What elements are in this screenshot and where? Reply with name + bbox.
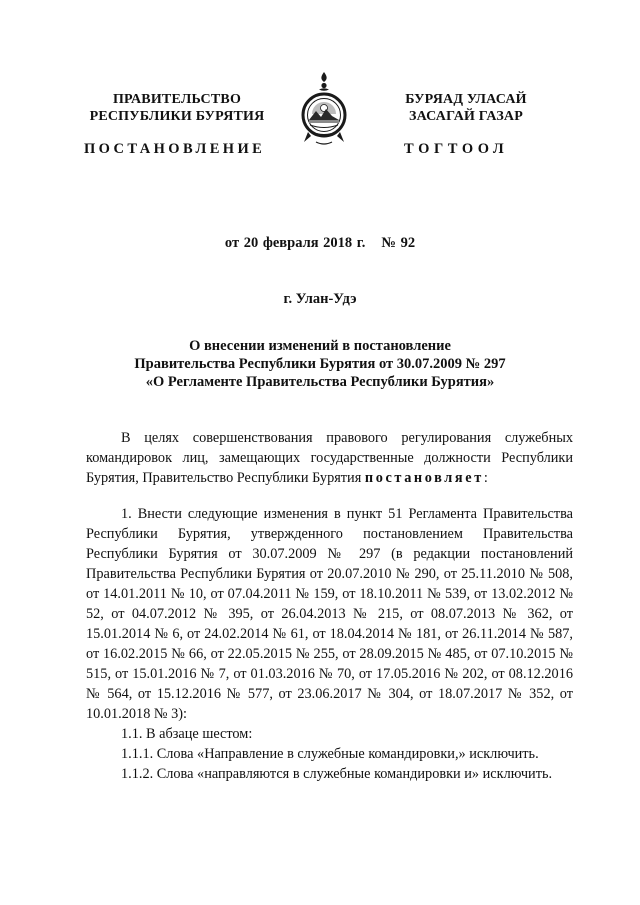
header-left-authority — [82, 91, 272, 125]
document-body — [86, 428, 573, 784]
document-number: № 92 — [381, 235, 416, 251]
document-city: г. Улан-Удэ — [283, 291, 357, 307]
title-line2: Правительства Республики Бурятия от 30.07.2009 № 297 — [134, 356, 506, 372]
item-1-1-paragraph: 1.1. В абзаце шестом: — [121, 726, 253, 742]
header-right-line1: БУРЯАД УЛАСАЙ — [405, 92, 527, 107]
title-line1: О внесении изменений в постановление — [189, 338, 451, 354]
doc-type-buryat: ТОГТООЛ — [404, 141, 509, 157]
item-1-paragraph: 1. Внести следующие изменения в пункт 51 Регламента Правительства Республики Бурятия, утвержденного постановлением Правительства Республики Бурятия от 30.07.2009 № 297 (в редакции постановлений Правительства Республики Бурятия от 20.07.2010 № 290, от 25.11.2010 № 508, от 14.01.2011 № 10, от 07.04.2011 № 159, от 18.10.2011 № 539, от 13.02.2012 № 52, от 04.07.2012 № 395, от 26.04.2013 № 215, от 08.07.2013 № 362, от 15.01.2014 № 6, от 24.02.2014 № 61, от 18.04.2014 № 181, от 26.11.2014 № 587, от 16.02.2015 № 66, от 22.05.2015 № 255, от 28.09.2015 № 485, от 07.10.2015 № 515, от 15.01.2016 № 7, от 01.03.2016 № 70, от 17.05.2016 № 202, от 08.12.2016 № 564, от 15.12.2016 № 577, от 23.06.2017 № 304, от 18.07.2017 № 352, от 10.01.2018 № 3): — [86, 506, 573, 722]
header-right-authority — [378, 91, 554, 125]
document-title — [80, 337, 560, 391]
decree-word: постановляет — [364, 470, 484, 486]
preamble-text: В целях совершенствования правового регулирования служебных командировок лиц, замещающих государственные должности Республики Бурятия, Правительство Республики Бурятия — [86, 430, 573, 486]
header-left-line1: ПРАВИТЕЛЬСТВО — [112, 92, 242, 107]
header-left-line2: РЕСПУБЛИКИ БУРЯТИЯ — [89, 109, 265, 124]
date-number-line — [0, 235, 640, 252]
title-line3: «О Регламенте Правительства Республики Бурятия» — [145, 374, 495, 390]
doc-type-russian: ПОСТАНОВЛЕНИЕ — [84, 141, 266, 157]
item-1-1-2-paragraph: 1.1.2. Слова «направляются в служебные командировки и» исключить. — [121, 766, 553, 782]
coat-of-arms-icon — [298, 70, 350, 150]
item-1-1-1-paragraph: 1.1.1. Слова «Направление в служебные командировки,» исключить. — [121, 746, 539, 762]
preamble-end: : — [483, 470, 488, 486]
preamble-paragraph — [86, 428, 573, 488]
document-date: от 20 февраля 2018 г. — [224, 235, 366, 251]
header-right-line2: ЗАСАГАЙ ГАЗАР — [408, 109, 523, 124]
